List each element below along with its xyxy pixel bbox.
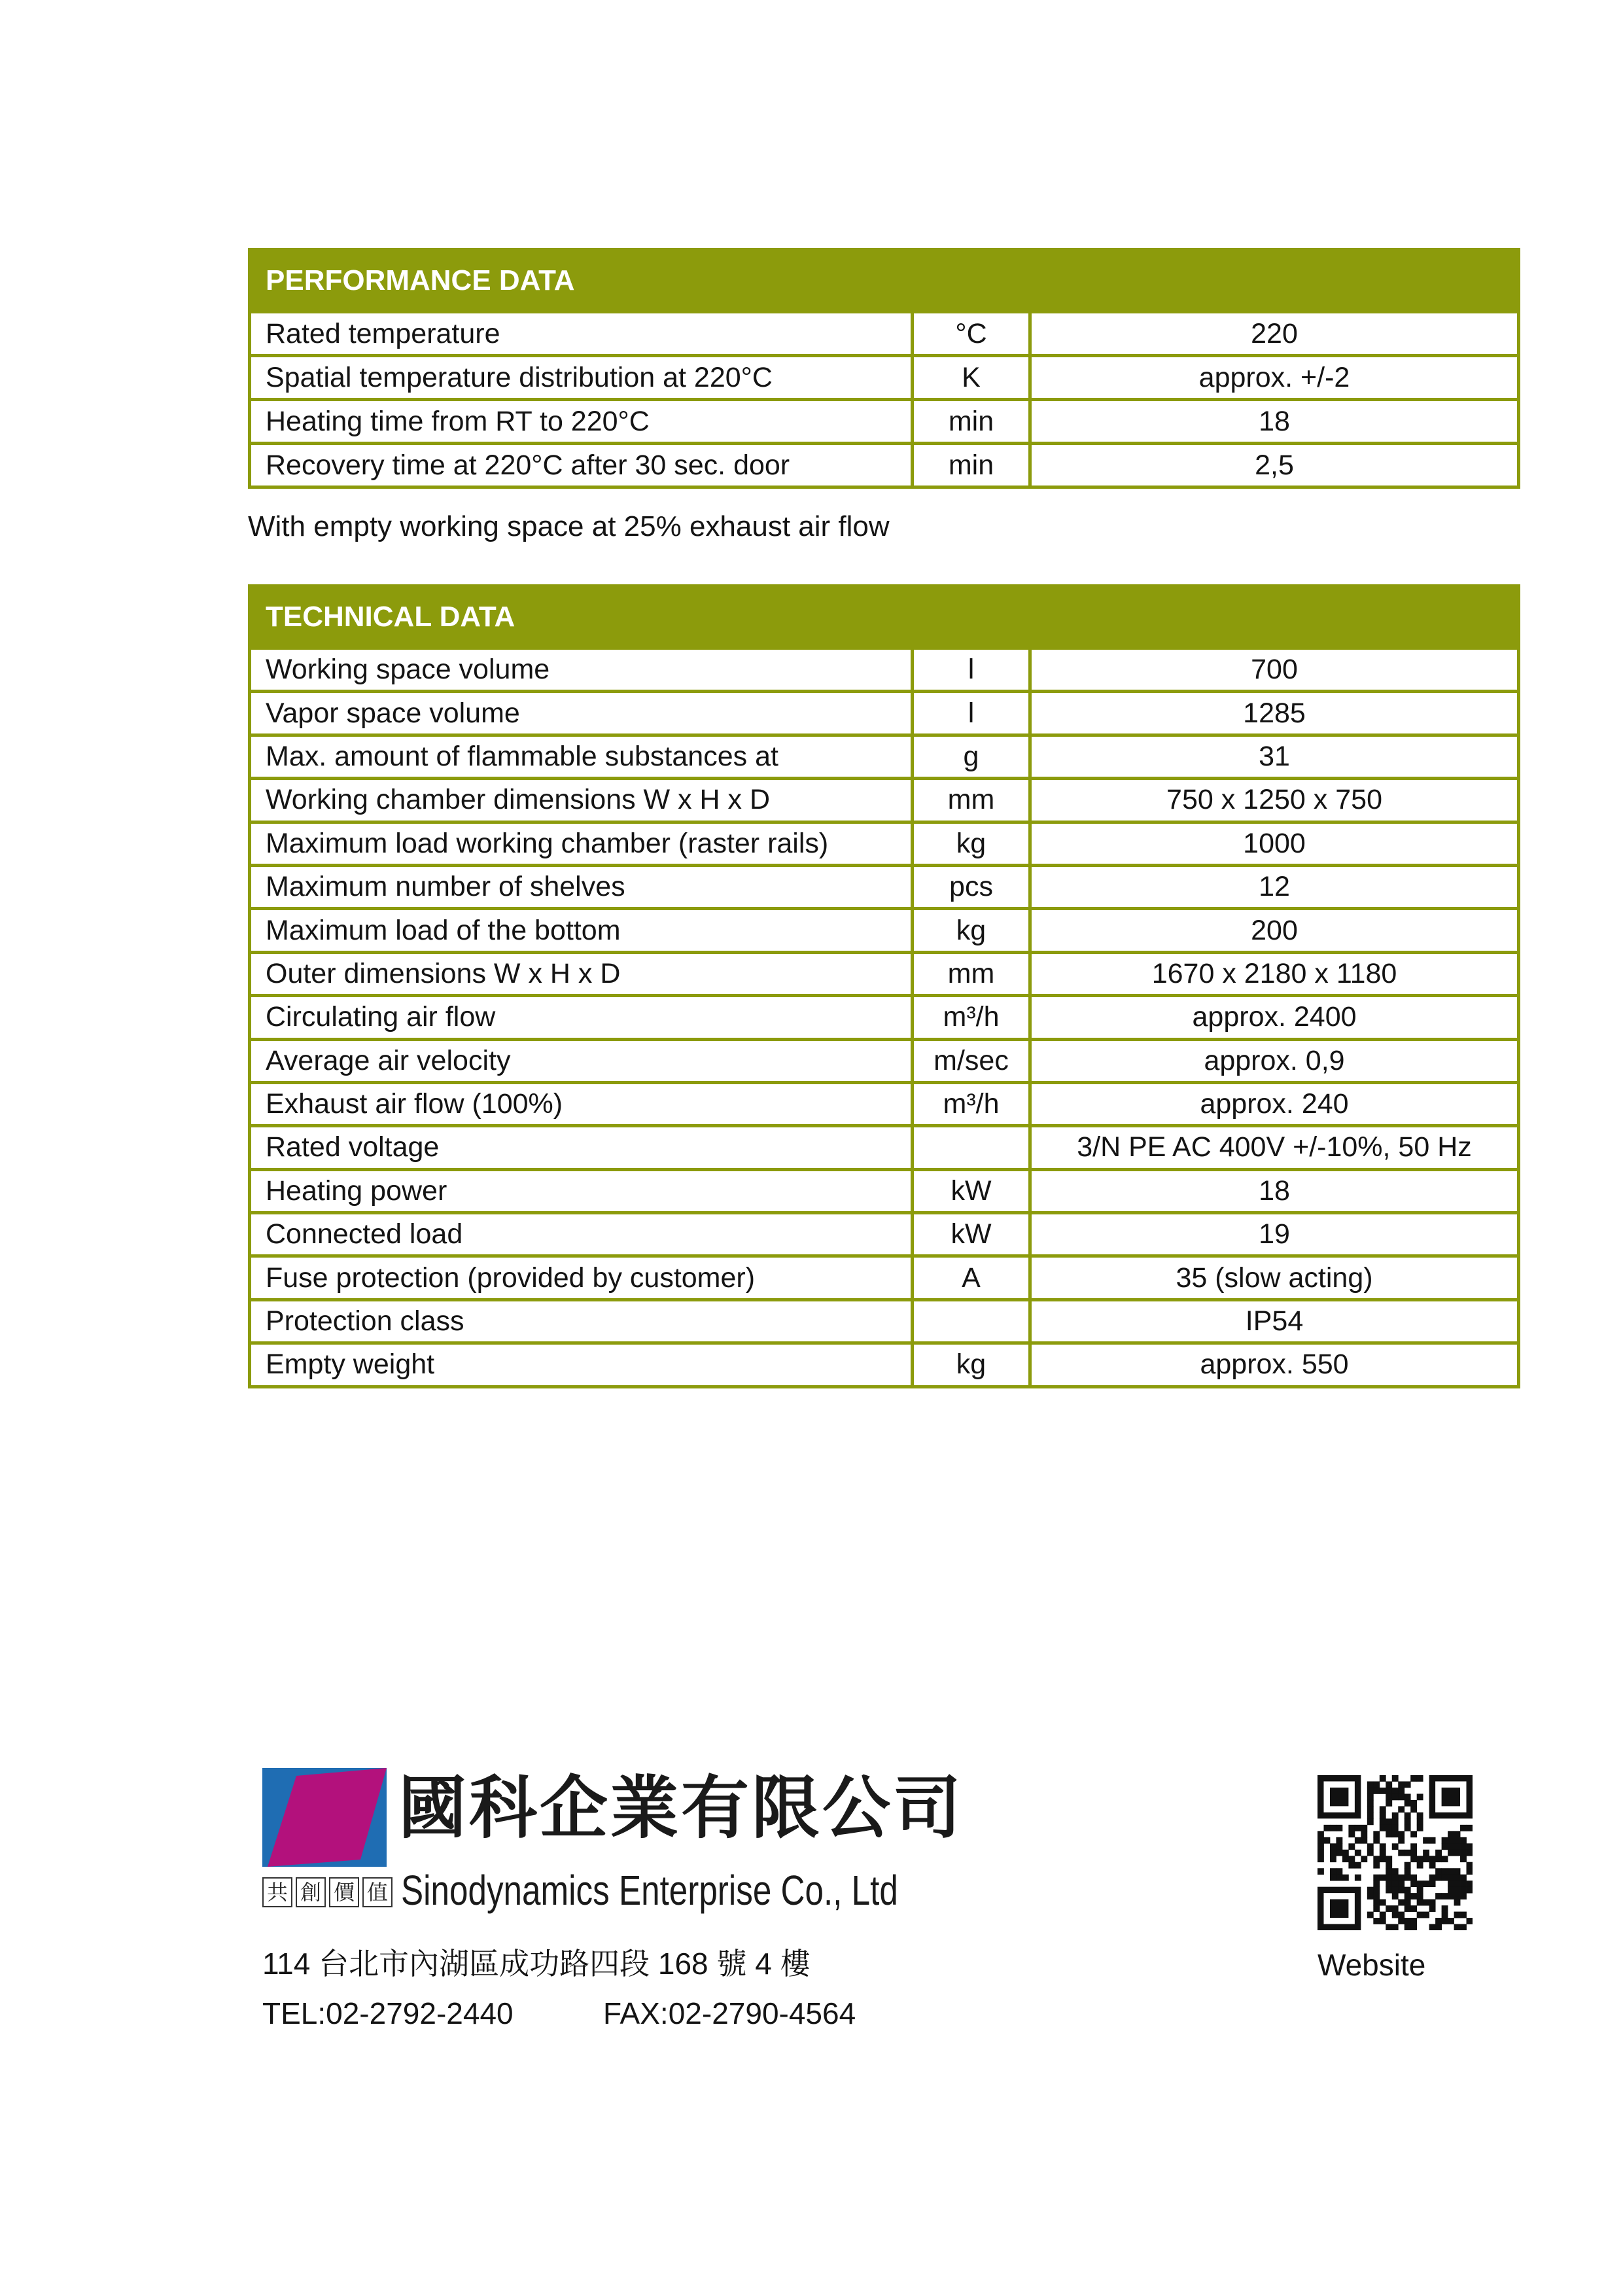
row-value: IP54: [1030, 1299, 1519, 1343]
row-value: 18: [1030, 1169, 1519, 1212]
row-unit: m/sec: [913, 1039, 1030, 1082]
row-unit: kg: [913, 909, 1030, 952]
table-row: [250, 909, 1519, 952]
row-label: Rated voltage: [250, 1126, 913, 1169]
table-row: [250, 1256, 1519, 1299]
row-label: Maximum load of the bottom: [250, 909, 913, 952]
table-row: [250, 444, 1519, 487]
table-title: PERFORMANCE DATA: [250, 250, 1519, 312]
row-value: approx. 240: [1030, 1082, 1519, 1125]
row-label: Empty weight: [250, 1343, 913, 1386]
tagline-char: 值: [362, 1877, 393, 1907]
table-row: [250, 400, 1519, 444]
tagline-char: 創: [296, 1877, 326, 1907]
row-value: approx. 550: [1030, 1343, 1519, 1386]
row-label: Max. amount of flammable substances at: [250, 735, 913, 778]
qr-caption: Website: [1318, 1948, 1426, 1982]
table-row: [250, 1343, 1519, 1386]
row-value: 19: [1030, 1213, 1519, 1256]
company-name-english: Sinodynamics Enterprise Co., Ltd: [401, 1867, 898, 1914]
row-value: 2,5: [1030, 444, 1519, 487]
row-value: approx. +/-2: [1030, 356, 1519, 400]
row-unit: min: [913, 400, 1030, 444]
tagline-char: 共: [262, 1877, 292, 1907]
table-row: [250, 356, 1519, 400]
table-row: [250, 692, 1519, 735]
qr-code-image: [1318, 1775, 1473, 1930]
row-unit: K: [913, 356, 1030, 400]
table-header-row: [250, 586, 1519, 648]
table-row: [250, 1169, 1519, 1212]
table-row: [250, 996, 1519, 1039]
row-value: 1000: [1030, 822, 1519, 865]
table-row: [250, 1126, 1519, 1169]
row-unit: min: [913, 444, 1030, 487]
row-label: Rated temperature: [250, 312, 913, 356]
row-unit: l: [913, 692, 1030, 735]
technical-data-table: [248, 584, 1520, 1388]
company-address: 114 台北市內湖區成功路四段 168 號 4 樓: [262, 1947, 811, 1981]
row-unit: g: [913, 735, 1030, 778]
row-unit: A: [913, 1256, 1030, 1299]
row-unit: m³/h: [913, 996, 1030, 1039]
row-unit: [913, 1126, 1030, 1169]
row-value: 220: [1030, 312, 1519, 356]
table-header-row: [250, 250, 1519, 312]
row-label: Working chamber dimensions W x H x D: [250, 779, 913, 822]
company-logo-mark: [262, 1768, 387, 1867]
row-label: Maximum load working chamber (raster rails): [250, 822, 913, 865]
row-label: Heating power: [250, 1169, 913, 1212]
table-row: [250, 1039, 1519, 1082]
table-row: [250, 1213, 1519, 1256]
row-unit: mm: [913, 952, 1030, 995]
row-label: Average air velocity: [250, 1039, 913, 1082]
table-row: [250, 1299, 1519, 1343]
company-telephone: TEL:02-2792-2440: [262, 1996, 514, 2030]
table-row: [250, 865, 1519, 908]
table-row: [250, 952, 1519, 995]
row-value: 3/N PE AC 400V +/-10%, 50 Hz: [1030, 1126, 1519, 1169]
table-row: [250, 312, 1519, 356]
row-label: Fuse protection (provided by customer): [250, 1256, 913, 1299]
row-value: 35 (slow acting): [1030, 1256, 1519, 1299]
row-label: Heating time from RT to 220°C: [250, 400, 913, 444]
tagline-char: 價: [329, 1877, 359, 1907]
row-value: 1285: [1030, 692, 1519, 735]
row-label: Spatial temperature distribution at 220°C: [250, 356, 913, 400]
table-row: [250, 735, 1519, 778]
row-unit: kg: [913, 822, 1030, 865]
row-label: Working space volume: [250, 648, 913, 692]
row-unit: °C: [913, 312, 1030, 356]
row-value: 12: [1030, 865, 1519, 908]
row-label: Connected load: [250, 1213, 913, 1256]
table-row: [250, 648, 1519, 692]
row-value: 750 x 1250 x 750: [1030, 779, 1519, 822]
table-title: TECHNICAL DATA: [250, 586, 1519, 648]
row-value: 1670 x 2180 x 1180: [1030, 952, 1519, 995]
row-label: Exhaust air flow (100%): [250, 1082, 913, 1125]
row-label: Circulating air flow: [250, 996, 913, 1039]
row-label: Vapor space volume: [250, 692, 913, 735]
row-label: Maximum number of shelves: [250, 865, 913, 908]
row-value: 200: [1030, 909, 1519, 952]
table-row: [250, 822, 1519, 865]
row-value: approx. 2400: [1030, 996, 1519, 1039]
table-row: [250, 1082, 1519, 1125]
row-unit: [913, 1299, 1030, 1343]
company-tagline: [262, 1877, 393, 1907]
row-unit: kg: [913, 1343, 1030, 1386]
row-label: Protection class: [250, 1299, 913, 1343]
performance-note: With empty working space at 25% exhaust air flow: [248, 510, 890, 542]
row-unit: kW: [913, 1169, 1030, 1212]
company-fax: FAX:02-2790-4564: [603, 1996, 856, 2030]
row-unit: kW: [913, 1213, 1030, 1256]
row-unit: l: [913, 648, 1030, 692]
table-row: [250, 779, 1519, 822]
row-unit: pcs: [913, 865, 1030, 908]
row-unit: mm: [913, 779, 1030, 822]
row-value: approx. 0,9: [1030, 1039, 1519, 1082]
row-value: 18: [1030, 400, 1519, 444]
row-value: 31: [1030, 735, 1519, 778]
row-value: 700: [1030, 648, 1519, 692]
performance-data-table: [248, 248, 1520, 489]
company-name-chinese: 國科企業有限公司: [398, 1767, 964, 1848]
row-unit: m³/h: [913, 1082, 1030, 1125]
row-label: Outer dimensions W x H x D: [250, 952, 913, 995]
row-label: Recovery time at 220°C after 30 sec. door: [250, 444, 913, 487]
